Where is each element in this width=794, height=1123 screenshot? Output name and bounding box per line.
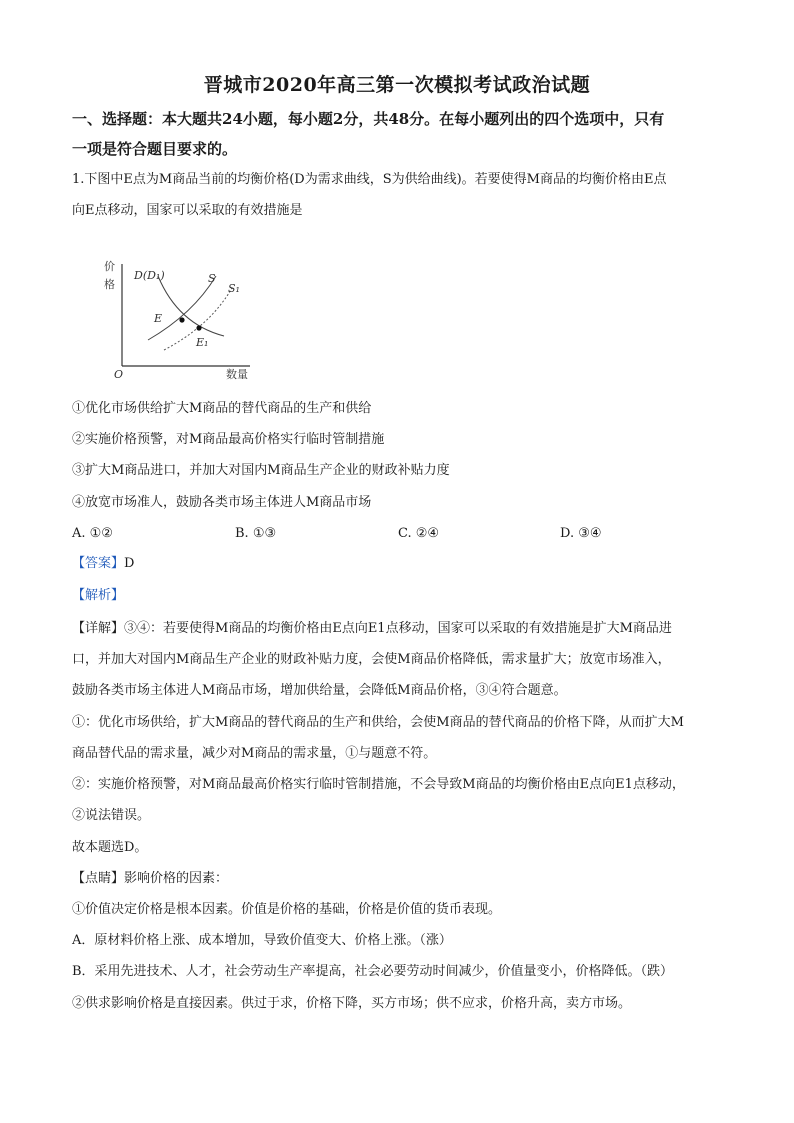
supply-shift-label: S₁	[228, 282, 240, 295]
question-stem-line-1: 1.下图中E点为M商品当前的均衡价格(D为需求曲线，S为供给曲线)。若要使得M商品的均衡价格由E点	[72, 172, 667, 187]
point-e1-marker	[196, 325, 201, 330]
tip-label: 【点睛】	[72, 871, 125, 886]
detail-line-7: ②说法错误。	[72, 808, 151, 823]
tip-line-1: ①价值决定价格是根本因素。价值是价格的基础，价格是价值的货币表现。	[72, 902, 502, 917]
y-axis-label-2: 格	[104, 278, 115, 291]
option-a: A. ①②	[72, 526, 113, 541]
tip-heading: 影响价格的因素：	[124, 871, 229, 886]
section-heading-line-1: 一、选择题：本大题共24小题，每小题2分，共48分。在每小题列出的四个选项中，只有	[72, 110, 665, 128]
question-item-4: ④放宽市场准人，鼓励各类市场主体进人M商品市场	[72, 495, 372, 510]
tip-line-4: ②供求影响价格是直接因素。供过于求，价格下降，买方市场；供不应求，价格升高，卖方市场。	[72, 996, 632, 1011]
question-stem-line-2: 向E点移动，国家可以采取的有效措施是	[72, 203, 303, 218]
point-e-marker	[179, 317, 184, 322]
analysis-label: 【解析】	[72, 588, 125, 603]
tip-line-3: B．采用先进技术、人才，社会劳动生产率提高，社会必要劳动时间减少，价值量变小，价格降低。（跌）	[72, 964, 674, 979]
question-item-1: ①优化市场供给扩大M商品的替代商品的生产和供给	[72, 401, 372, 416]
supply-label: S	[208, 272, 216, 285]
option-b: B. ①③	[235, 526, 277, 541]
question-item-2: ②实施价格预警，对M商品最高价格实行临时管制措施	[72, 432, 385, 447]
tip-heading-line	[72, 869, 732, 889]
point-e-label: E	[154, 312, 163, 325]
detail-line-1: 【详解】③④：若要使得M商品的均衡价格由E点向E1点移动，国家可以采取的有效措施是扩大M商品进	[72, 621, 672, 636]
supply-demand-figure	[98, 254, 258, 380]
detail-line-2: 口，并加大对国内M商品生产企业的财政补贴力度，会使M商品价格降低，需求量扩大；放宽市场准入，	[72, 652, 671, 667]
detail-label: 【详解】	[72, 621, 125, 636]
tip-line-2: A．原材料价格上涨、成本增加，导致价值变大、价格上涨。（涨）	[72, 933, 452, 948]
detail-line-4: ①：优化市场供给，扩大M商品的替代商品的生产和供给，会使M商品的替代商品的价格下降，从而扩大M	[72, 715, 684, 730]
answer-line	[72, 554, 732, 574]
detail-line-8: 故本题选D。	[72, 840, 148, 855]
detail-line-3: 鼓励各类市场主体进人M商品市场，增加供给量，会降低M商品价格，③④符合题意。	[72, 683, 567, 698]
option-c: C. ②④	[398, 526, 440, 541]
question-item-3: ③扩大M商品进口，并加大对国内M商品生产企业的财政补贴力度	[72, 463, 450, 478]
supply-curve	[148, 276, 216, 340]
detail-line-6: ②：实施价格预警，对M商品最高价格实行临时管制措施，不会导致M商品的均衡价格由E点向E1点移动，	[72, 777, 685, 792]
point-e1-label: E₁	[196, 336, 209, 349]
origin-label: O	[114, 368, 124, 380]
section-heading-line-2: 一项是符合题目要求的。	[72, 140, 238, 158]
answer-label: 【答案】	[72, 556, 125, 571]
y-axis-label-1: 价	[104, 260, 115, 273]
x-axis-label: 数量	[226, 368, 248, 380]
page-title: 晋城市2020年高三第一次模拟考试政治试题	[203, 74, 591, 96]
demand-label: D(D₁)	[134, 269, 165, 282]
option-d: D. ③④	[560, 526, 602, 541]
detail-line-5: 商品替代品的需求量，减少对M商品的需求量，①与题意不符。	[72, 746, 437, 761]
answer-value: D	[124, 556, 135, 571]
